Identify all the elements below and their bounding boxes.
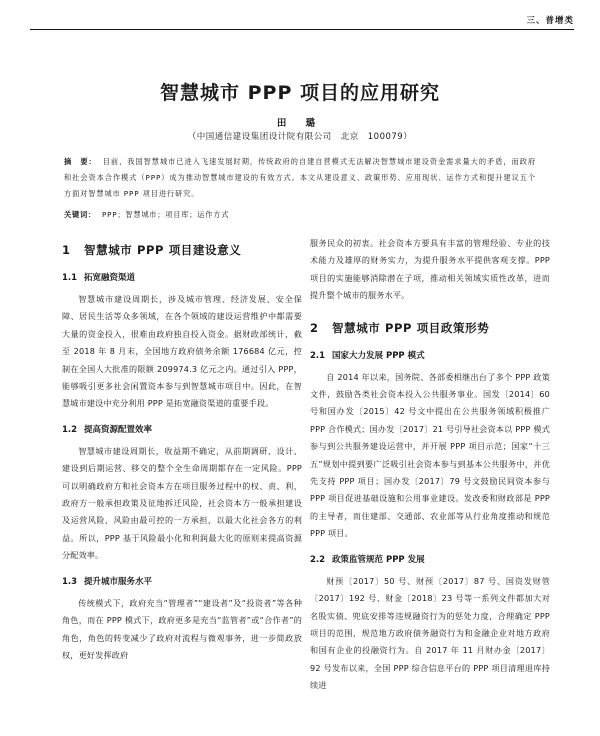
subsection-title: 政策监管规范 PPP 发展 (332, 554, 425, 565)
paragraph-1-2: 智慧城市建设周期长，收益期不确定，从前期调研、设计、建设到后期运营、移交的整个全生命周期都存在一定风险。PPP 可以明确政府方和社会资本方在项目服务过程中的权、责、利，政府方一般承担政策及征地拆迁风险，社会资本方一般承担建设及运营风险，风险由最可控的一方承担，以最大化社会各方的利益。所以，PPP 基于风险最小化和利润最大化的原则来提高资源分配效率。 (62, 445, 302, 561)
article-affiliation: （中国通信建设集团设计院有限公司 北京 100079） (187, 132, 413, 142)
section-number: 2 (310, 320, 319, 335)
keywords (64, 208, 536, 222)
subsection-2-1-heading (310, 343, 550, 369)
keywords-text: PPP；智慧城市；项目库；运作方式 (101, 210, 230, 219)
subsection-title: 提升城市服务水平 (84, 576, 153, 587)
subsection-1-3-heading (62, 569, 302, 595)
left-column (62, 235, 302, 664)
abstract-label: 摘 要： (64, 157, 97, 166)
subsection-number: 1.3 (62, 576, 78, 587)
subsection-number: 1.2 (62, 424, 78, 435)
subsection-2-2-heading (310, 547, 550, 573)
subsection-number: 2.2 (310, 554, 326, 565)
paragraph-1-1: 智慧城市建设周期长，涉及城市管理、经济发展、安全保障、居民生活等众多领域，在各个领域的建设运营维护中都需要大量的资金投入，很难由政府独自投入资金。据财政部统计，截至 2018 年 8 月末，全国地方政府债务余额 176684 亿元，控制在全国人大批准的限额 209974.3 亿元之内。通过引入 PPP，能够吸引更多社会闲置资本参与到智慧城市项目中。因此，在智慧城市建设中充分利用 PPP 是拓宽融资渠道的重要手段。 (62, 294, 302, 409)
article-author: 田 璐 (276, 118, 324, 129)
section-title: 智慧城市 PPP 项目政策形势 (332, 320, 490, 335)
keywords-label: 关键词： (64, 210, 96, 219)
header-rule (30, 29, 574, 30)
article-title: 智慧城市 PPP 项目的应用研究 (159, 82, 440, 104)
subsection-number: 2.1 (310, 350, 326, 361)
subsection-title: 提高资源配置效率 (84, 424, 153, 435)
section-number: 1 (62, 243, 71, 257)
abstract (64, 154, 536, 203)
section-2-heading (310, 313, 550, 343)
section-title: 智慧城市 PPP 项目建设意义 (84, 243, 242, 257)
section-tag: 三、普增类 (526, 16, 574, 26)
paragraph-2-2: 财预〔2017〕50 号、财预〔2017〕87 号、国资发财管〔2017〕192 号、财金〔2018〕23 号等一系列文件都加大对名股实债、兜底安排等违规融资行为的惩处力度，合理确定 PPP 项目的范围，规范地方政府债务融资行为和金融企业对地方政府和国有企业的投融资行为。自 2017 年 11 月财办金〔2017〕92 号发布以来，全国 PPP 综合信息平台的 PPP 项目清理退库持续进 (310, 575, 550, 691)
subsection-title: 拓宽融资渠道 (84, 273, 136, 283)
subsection-number: 1.1 (62, 273, 78, 283)
right-column (310, 235, 550, 695)
paragraph-1-3-continued: 服务民众的初衷。社会资本方要具有丰富的管理经验、专业的技术能力及雄厚的财务实力，为提升服务水平提供客观支撑。PPP 项目的实施能够消除潜在子项，推动相关领域实质性改革，进而提升整个城市的服务水平。 (310, 238, 550, 301)
paragraph-2-1: 自 2014 年以来，国务院、各部委相继出台了多个 PPP 政策文件，鼓励各类社会资本投入公共服务事业。国发〔2014〕60 号和国办发〔2015〕42 号文中提出在公共服务领域积极推广 PPP 合作模式；国办发〔2017〕21 号引导社会资本以 PPP 模式参与到公共服务建设运营中，并开展 PPP 项目示范；国家“十三五”规划中提到要广泛吸引社会资本参与到基本公共服务中，并优先支持 PPP 项目；国办发〔2017〕79 号文鼓励民间资本参与 PPP 项目促进基础设施和公用事业建设。发改委和财政部是 PPP 的主导者，而住建部、交通部、农业部等从行业角度推动和规范 PPP 项目。 (310, 371, 550, 539)
section-1-heading (62, 235, 302, 265)
abstract-text: 目前，我国智慧城市已进入飞速发展时期，传统政府的自建自营模式无法解决智慧城市建设资金需求量大的矛盾，而政府和社会资本合作模式（PPP）成为推动智慧城市建设的有效方式。本文从建设意义、政策形势、应用现状、运作方式和提升建议五个方面对智慧城市 PPP 项目进行研究。 (64, 157, 536, 199)
subsection-1-2-heading (62, 417, 302, 443)
subsection-title: 国家大力发展 PPP 模式 (332, 350, 425, 361)
subsection-1-1-heading (62, 265, 302, 291)
paragraph-1-3: 传统模式下，政府充当“管理者”“建设者”及“投资者”等各种角色，而在 PPP 模式下，政府更多是充当“监管者”或“合作者”的角色，角色的转变减少了政府对流程与微观事务，进一步简政放权，更好发挥政府 (62, 597, 302, 660)
